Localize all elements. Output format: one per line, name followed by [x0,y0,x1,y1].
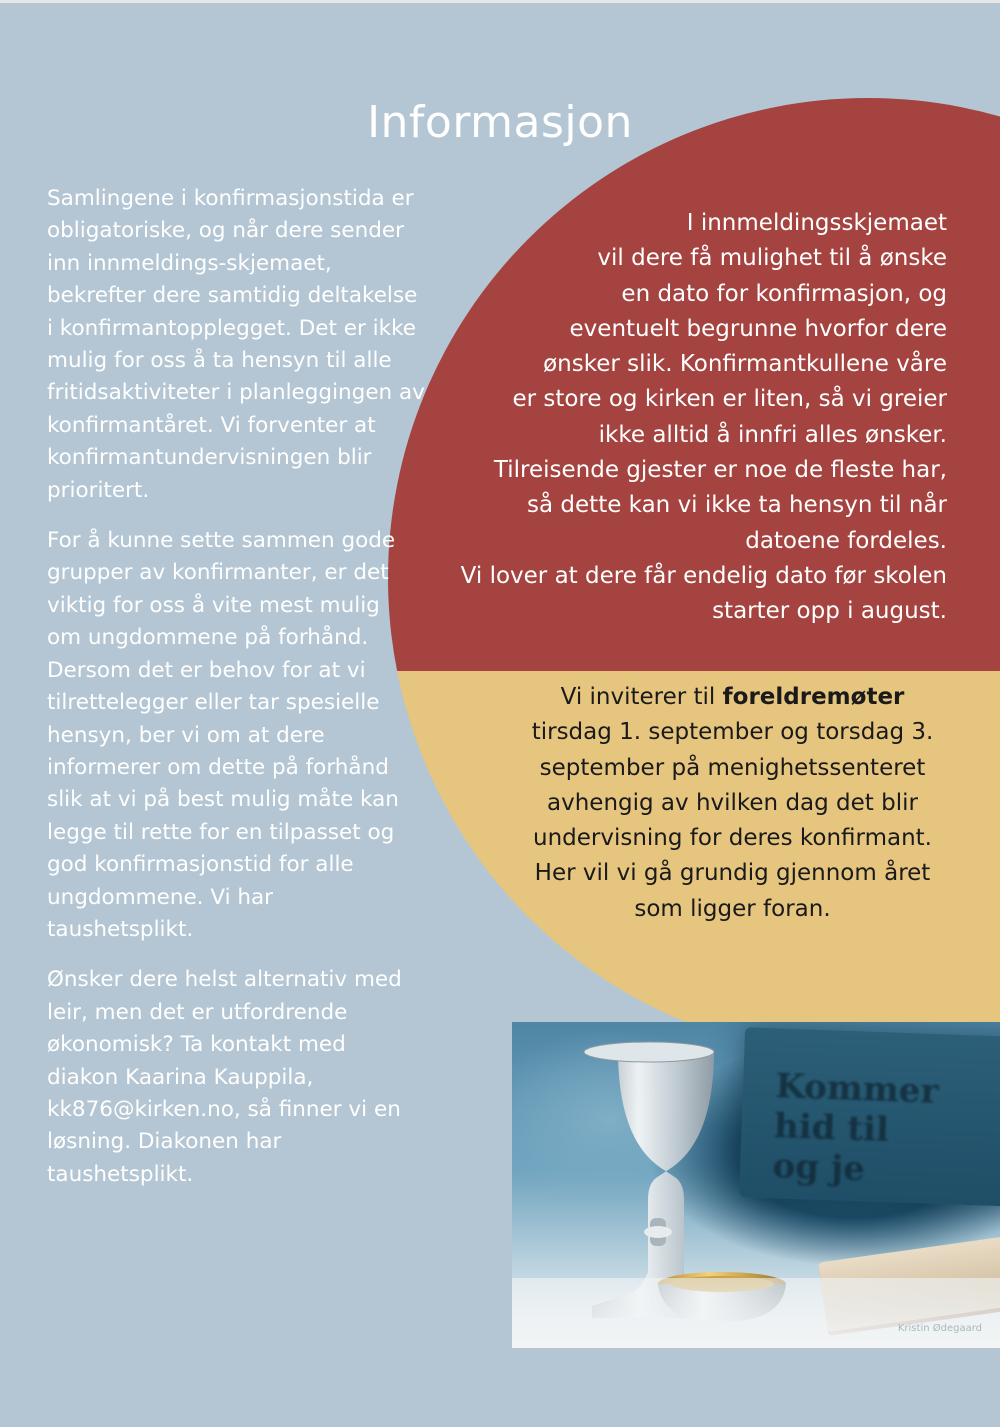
photo-ground [512,1278,1000,1348]
photo-credit: Kristin Ødegaard [897,1323,982,1334]
left-column [47,183,467,1209]
page-title: Informasjon [367,97,633,149]
photo-board-text: Kommer hid til og je [771,1066,940,1190]
parent-meeting-info [505,680,960,927]
paragraph-attendance: Samlingene i konfirmasjonstida er obligatoriske, og når dere sender inn innmeldings-skjemaet, bekrefter dere samtidig deltakelse i konfirmantopplegget. Det er ikke mulig for oss å ta hensyn til alle fritidsaktiviteter i planleggingen av konfirmantåret. Vi forventer at konfirmantundervisningen blir prioritert. [47,186,425,503]
top-divider [0,0,1000,3]
confirmation-date-info: I innmeldingsskjemaet vil dere få mulighet til å ønske en dato for konfirmasjon, og eventuelt begrunne hvorfor dere ønsker slik. Konfirmantkullene våre er store og kirken er liten, så vi greier ikke alltid å innfri alles ønsker. Tilreisende gjester er noe de fleste har, så dette kan vi ikke ta hensyn til når datoene fordeles. Vi lover at dere får endelig dato før skolen starter opp i august. [460,210,947,625]
paragraph-camp: Ønsker dere helst alternativ med leir, men det er utfordrende økonomisk? Ta kontakt med diakon Kaarina Kauppila, kk876@kirken.no, så finner vi en løsning. Diakonen har taushetsplikt. [47,967,402,1187]
chalice-photo [512,1022,1000,1348]
parent-meeting-bold: foreldremøter [722,684,905,710]
parent-meeting-details: tirsdag 1. september og torsdag 3. september på menighetssenteret avhengig av hvilken dag det blir undervisning for deres konfirmant. Her vil vi gå grundig gjennom året som ligger foran. [531,719,934,922]
parent-meeting-intro: Vi inviterer til [560,684,723,710]
paragraph-groups: For å kunne sette sammen gode grupper av konfirmanter, er det viktig for oss å vite mest mulig om ungdommene på forhånd. Dersom det er behov for at vi tilrettelegger eller tar spesielle hensyn, ber vi om at dere informerer om dette på forhånd slik at vi på best mulig måte kan legge til rette for en tilpasset og god konfirmasjonstid for alle ungdommene. Vi har taushetsplikt. [47,528,399,942]
